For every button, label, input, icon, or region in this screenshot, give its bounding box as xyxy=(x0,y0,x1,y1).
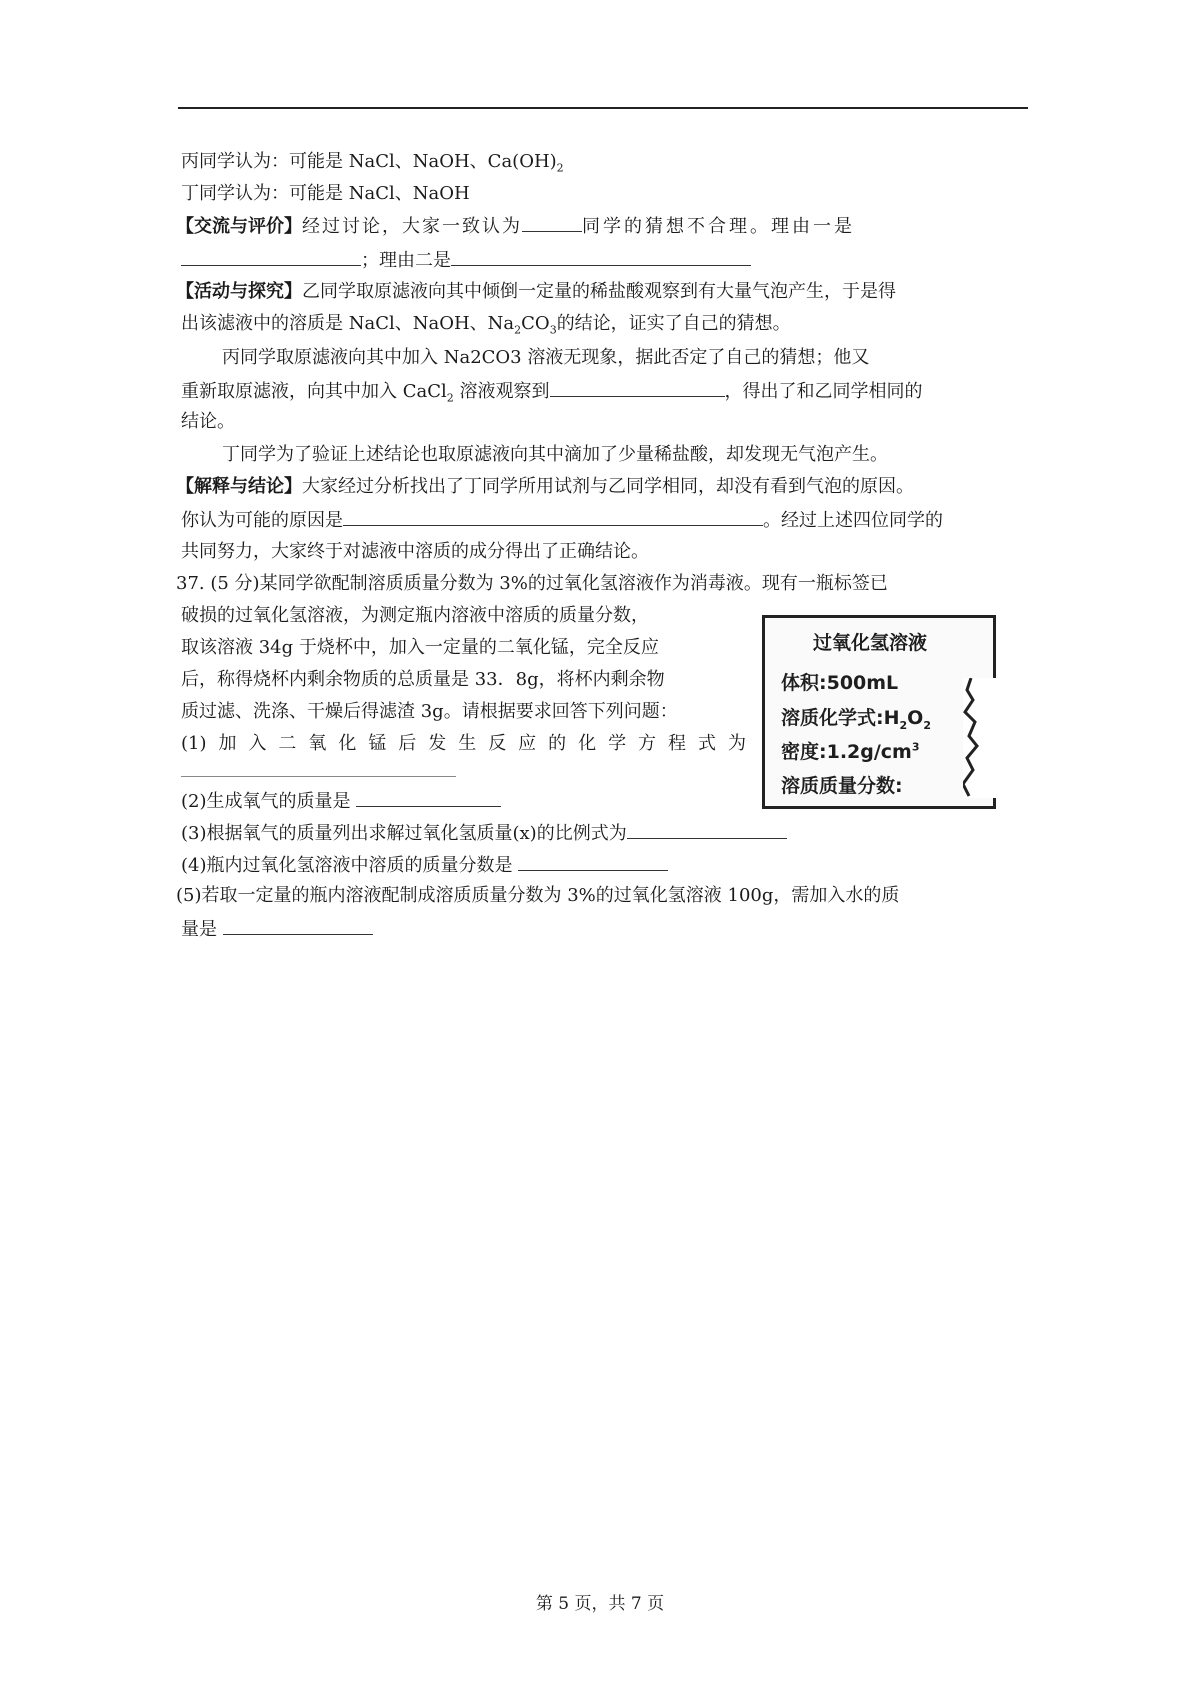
torn-edge xyxy=(963,678,999,798)
blank-reason-one[interactable] xyxy=(181,247,361,266)
line-conclusion-word: 结论。 xyxy=(181,411,235,432)
label-mass-fraction: 溶质质量分数: xyxy=(781,775,903,797)
blank-reason[interactable] xyxy=(343,507,763,526)
blank-reason-two[interactable] xyxy=(451,247,751,266)
line-q37-sub5: (5)若取一定量的瓶内溶液配制成溶质质量分数为 3%的过氧化氢溶液 100g，需加入水的质 xyxy=(176,885,900,906)
line-ding-guess: 丁同学认为：可能是 NaCl、NaOH xyxy=(181,183,470,204)
label-title: 过氧化氢溶液 xyxy=(812,632,927,654)
blank-equation[interactable] xyxy=(181,758,456,777)
line-bing-test: 丙同学取原滤液向其中加入 Na2CO3 溶液无现象，据此否定了自己的猜想；他又 xyxy=(222,347,870,368)
line-q37-sub5-cont: 量是 xyxy=(181,916,1031,942)
line-bing-guess: 丙同学认为：可能是 NaCl、NaOH、$Ca(OH)_2$ xyxy=(181,151,564,175)
reagent-label xyxy=(762,615,996,809)
line-ding-test: 丁同学为了验证上述结论也取原滤液向其中滴加了少量稀盐酸，却发现无气泡产生。 xyxy=(222,444,888,465)
line-q37-4: 后，称得烧杯内剩余物质的总质量是 33．8g，将杯内剩余物 xyxy=(181,669,665,690)
line-q37-sub3: (3)根据氧气的质量列出求解过氧化氢质量(x)的比例式为 xyxy=(181,820,1031,846)
line-bing-retest: 重新取原滤液，向其中加入 CaCl$_2$ 溶液观察到 ，得出了和乙同学相同的 xyxy=(181,378,1031,404)
line-q37-5: 质过滤、洗涤、干燥后得滤渣 3g。请根据要求回答下列问题： xyxy=(181,701,678,722)
line-activity: 【活动与探究】乙同学取原滤液向其中倾倒一定量的稀盐酸观察到有大量气泡产生，于是得 xyxy=(176,281,896,302)
line-yi-conclusion: 出该滤液中的溶质是 NaCl、NaOH、$Na_2CO_3$的结论，证实了自己的猜想。 xyxy=(181,313,791,337)
line-reason-blank: 你认为可能的原因是 。经过上述四位同学的 xyxy=(181,507,1031,533)
label-formula: 溶质化学式$:H_2O_2$ xyxy=(781,707,931,732)
blank-ratio[interactable] xyxy=(627,820,787,839)
line-q37-2: 破损的过氧化氢溶液，为测定瓶内溶液中溶质的质量分数， xyxy=(181,605,649,626)
blank-water-mass[interactable] xyxy=(223,916,373,935)
line-joint-effort: 共同努力，大家终于对滤液中溶质的成分得出了正确结论。 xyxy=(181,541,649,562)
header-rule xyxy=(178,107,1028,109)
line-q37-intro: 37. (5 分)某同学欲配制溶质质量分数为 3%的过氧化氢溶液作为消毒液。现有一瓶标签已 xyxy=(176,573,888,594)
line-reasons: ；理由二是 xyxy=(181,247,1031,273)
blank-oxygen-mass[interactable] xyxy=(356,788,501,807)
label-volume: 体积:500mL xyxy=(781,672,899,694)
blank-student[interactable] xyxy=(522,213,582,232)
blank-observation[interactable] xyxy=(550,378,725,397)
blank-mass-fraction[interactable] xyxy=(518,852,668,871)
line-q37-sub2: (2)生成氧气的质量是 xyxy=(181,788,1031,814)
page-footer: 第 5 页，共 7 页 xyxy=(535,1594,665,1614)
line-q37-sub1: (1) 加 入 二 氧 化 锰 后 发 生 反 应 的 化 学 方 程 式 为 xyxy=(181,733,746,754)
line-q37-sub4: (4)瓶内过氧化氢溶液中溶质的质量分数是 xyxy=(181,852,1031,878)
line-q37-3: 取该溶液 34g 于烧杯中，加入一定量的二氧化锰，完全反应 xyxy=(181,637,659,658)
line-explanation: 【解释与结论】大家经过分析找出了丁同学所用试剂与乙同学相同，却没有看到气泡的原因。 xyxy=(176,476,914,497)
line-evaluation: 【交流与评价】经过讨论，大家一致认为 同学的猜想不合理。理由一是 xyxy=(176,213,1026,239)
label-density: 密度$:1.2g/cm^3$ xyxy=(781,740,920,763)
